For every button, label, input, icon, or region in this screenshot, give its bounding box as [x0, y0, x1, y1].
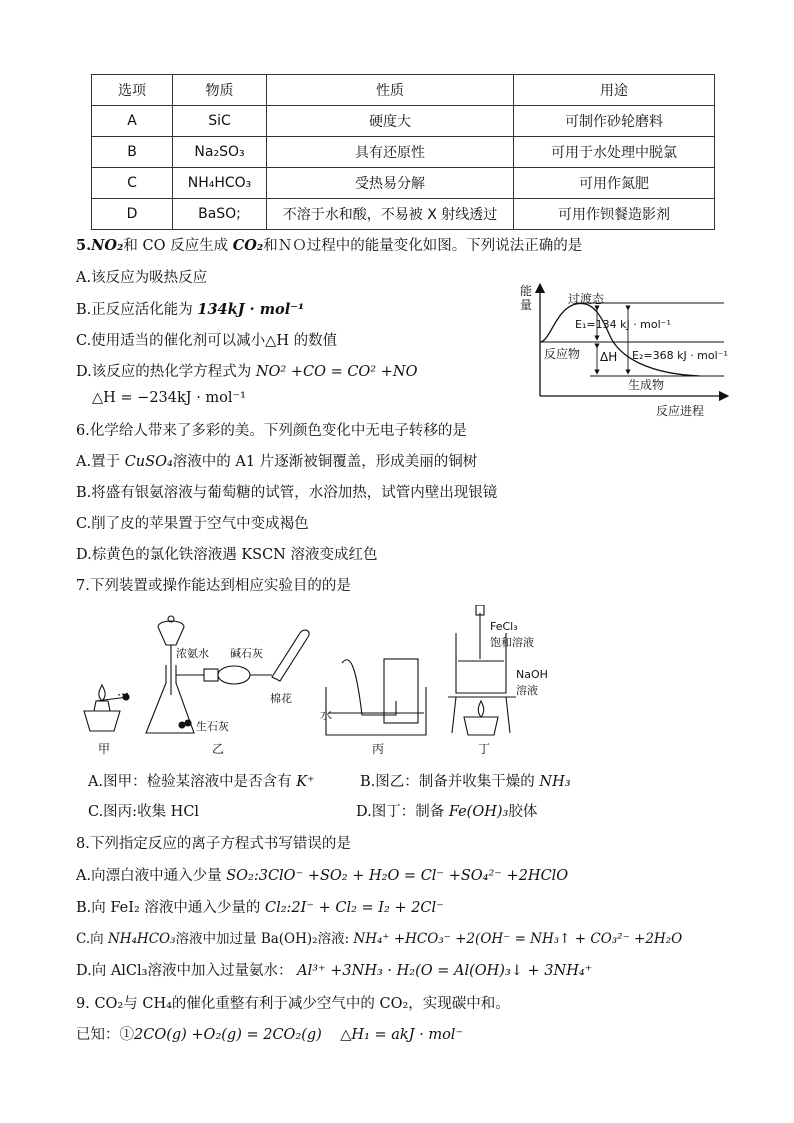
- table-cell: Na₂SO₃: [173, 137, 267, 168]
- e2-label: E₂=368 kJ · mol⁻¹: [632, 349, 728, 362]
- x-axis-label: 反应进程: [656, 404, 705, 418]
- q7-option-b: B.图乙：制备并收集干燥的 NH₃: [360, 774, 571, 790]
- q7-stem: 7.下列装置或操作能达到相应实验目的的是: [76, 578, 351, 594]
- q5-option-b: B.正反应活化能为 134kJ · mol⁻¹: [76, 301, 305, 318]
- properties-table: [91, 74, 715, 230]
- table-header: 性质: [267, 75, 514, 106]
- q6-option-d: D.棕黄色的氯化铁溶液遇 KSCN 溶液变成红色: [76, 547, 378, 563]
- ammonia-label: 浓氨水: [176, 647, 209, 660]
- table-header: 选项: [92, 75, 173, 106]
- fecl3-label: FeCl₃: [490, 620, 518, 633]
- table-cell: 可用作钡餐造影剂: [514, 199, 715, 230]
- q8-option-a: A.向漂白液中通入少量 SO₂:3ClO⁻ +SO₂ + H₂O = Cl⁻ +SO₄²⁻ +2HClO: [76, 868, 569, 884]
- q9-known: 已知：①2CO(g) +O₂(g) = 2CO₂(g) △H₁ = akJ · mol⁻: [76, 1027, 464, 1043]
- figure-label-jia: 甲: [98, 742, 111, 756]
- reactant-label: 反应物: [544, 347, 581, 361]
- table-row: [92, 106, 715, 137]
- q8-option-c: C.向 NH₄HCO₃溶液中加过量 Ba(OH)₂溶液: NH₄⁺ +HCO₃⁻ +2(OH⁻ = NH₃↑ + CO₃²⁻ +2H₂O: [76, 931, 683, 947]
- q7-option-c: C.图丙:收集 HCl: [88, 804, 200, 820]
- table-header: 用途: [514, 75, 715, 106]
- table-cell: D: [92, 199, 173, 230]
- table-cell: A: [92, 106, 173, 137]
- q9-stem: 9. CO₂与 CH₄的催化重整有利于减少空气中的 CO₂，实现碳中和。: [76, 996, 510, 1012]
- lime-label: 生石灰: [196, 720, 229, 733]
- figure-jia: [84, 685, 130, 731]
- table-cell: B: [92, 137, 173, 168]
- table-cell: 硬度大: [267, 106, 514, 137]
- table-header-row: [92, 75, 715, 106]
- figure-label-yi: 乙: [212, 742, 225, 756]
- table-cell: NH₄HCO₃: [173, 168, 267, 199]
- water-label: 水: [320, 708, 333, 722]
- table-cell: 不溶于水和酸，不易被 X 射线透过: [267, 199, 514, 230]
- q5-option-c: C.使用适当的催化剂可以减小△H 的数值: [76, 333, 338, 349]
- table-row: [92, 168, 715, 199]
- saturated-label: 饱和溶液: [490, 636, 534, 649]
- figure-yi: [146, 616, 309, 733]
- q5-delta-h: △H = −234kJ · mol⁻¹: [92, 390, 246, 406]
- soda-lime-label: 碱石灰: [230, 647, 263, 660]
- solution-label: 溶液: [516, 684, 538, 697]
- table-cell: BaSO;: [173, 199, 267, 230]
- q6-option-a: A.置于 CuSO₄溶液中的 A1 片逐渐被铜覆盖，形成美丽的铜树: [76, 454, 478, 470]
- y-axis-label: 量: [520, 298, 533, 312]
- table-cell: 可用于水处理中脱氯: [514, 137, 715, 168]
- naoh-label: NaOH: [516, 668, 548, 681]
- y-axis-label: 能: [520, 284, 533, 298]
- q8-stem: 8.下列指定反应的离子方程式书写错误的是: [76, 836, 351, 852]
- table-cell: C: [92, 168, 173, 199]
- table-cell: SiC: [173, 106, 267, 137]
- table-cell: 具有还原性: [267, 137, 514, 168]
- e1-label: E₁=134 kJ · mol⁻¹: [575, 318, 671, 331]
- q6-option-c: C.削了皮的苹果置于空气中变成褐色: [76, 516, 309, 532]
- figure-label-bing: 丙: [372, 742, 385, 756]
- q5-option-a: A.该反应为吸热反应: [76, 270, 208, 286]
- q5-option-d: D.该反应的热化学方程式为 NO² +CO = CO² +NO: [76, 364, 418, 380]
- ts-label: 过渡态: [568, 292, 605, 306]
- table-cell: 可制作砂轮磨料: [514, 106, 715, 137]
- table-cell: 受热易分解: [267, 168, 514, 199]
- q7-option-a: A.图甲：检验某溶液中是否含有 K⁺: [88, 774, 315, 790]
- q5-stem: 5.NO₂和 CO 反应生成 CO₂和ＮＯ过程中的能量变化如图。下列说法正确的是: [76, 237, 583, 254]
- cotton-label: 棉花: [270, 692, 292, 705]
- q8-option-b: B.向 FeI₂ 溶液中通入少量的 Cl₂:2I⁻ + Cl₂ = I₂ + 2Cl⁻: [76, 900, 444, 916]
- figure-label-ding: 丁: [478, 742, 491, 756]
- q7-option-d: D.图丁：制备 Fe(OH)₃胶体: [356, 804, 538, 820]
- q6-stem: 6.化学给人带来了多彩的美。下列颜色变化中无电子转移的是: [76, 423, 467, 439]
- q6-option-b: B.将盛有银氨溶液与葡萄糖的试管，水浴加热，试管内壁出现银镜: [76, 485, 498, 501]
- table-cell: 可用作氮肥: [514, 168, 715, 199]
- q8-option-d: D.向 AlCl₃溶液中加入过量氨水： Al³⁺ +3NH₃ · H₂(O = Al(OH)₃↓ + 3NH₄⁺: [76, 963, 593, 979]
- figure-bing: [326, 659, 426, 735]
- table-row: [92, 199, 715, 230]
- energy-curve: [540, 303, 700, 376]
- product-label: 生成物: [628, 378, 665, 392]
- table-header: 物质: [173, 75, 267, 106]
- table-row: [92, 137, 715, 168]
- dh-label: ΔH: [600, 350, 618, 364]
